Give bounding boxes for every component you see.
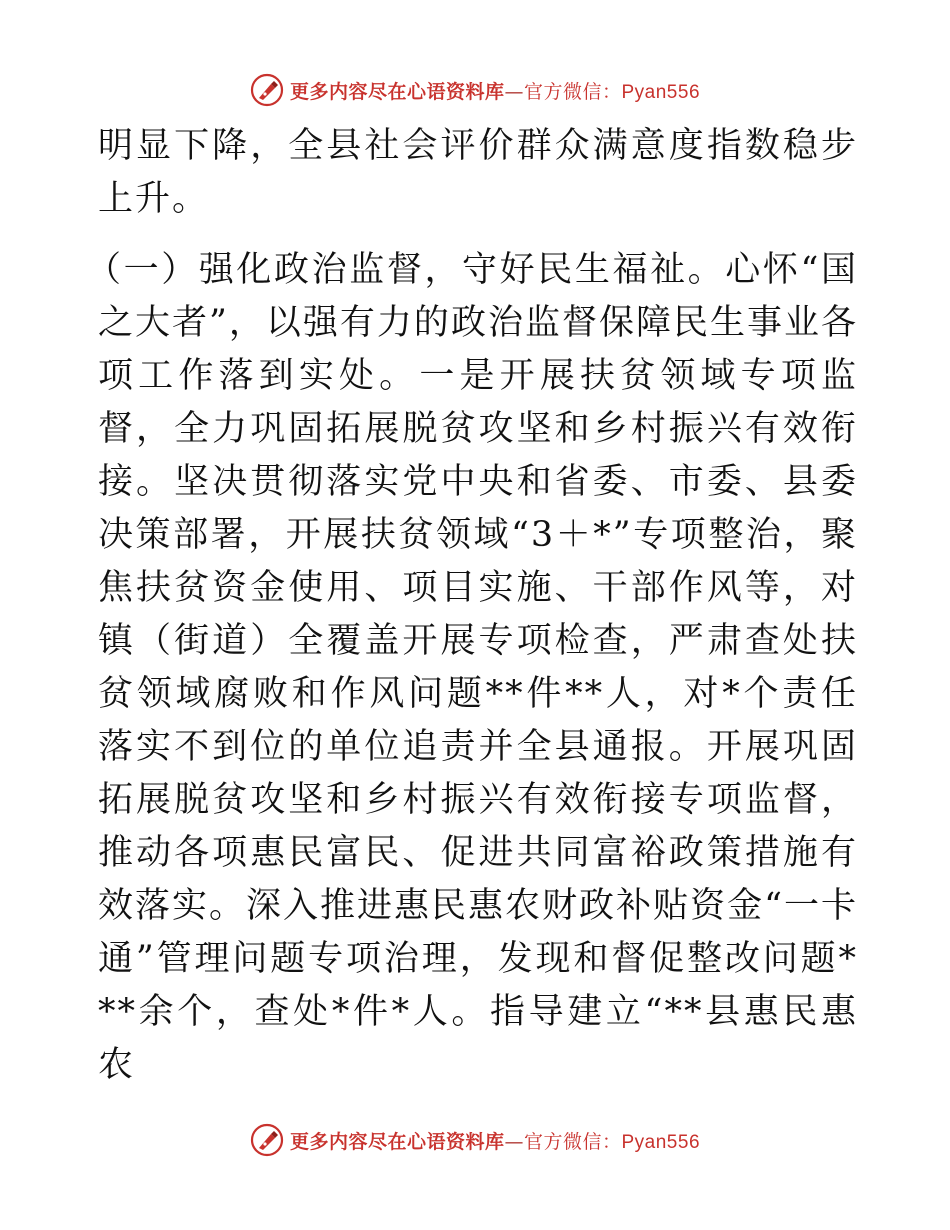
footer-account-label: 官方微信： [523,1130,622,1153]
footer-text [290,1127,700,1154]
header-account-id: Pyan556 [621,81,701,103]
header-text [290,77,700,104]
header-banner [0,70,950,110]
paragraph-2: （一）强化政治监督，守好民生福祉。心怀“国之大者”，以强有力的政治监督保障民生事业各项工作落到实处。一是开展扶贫领域专项监督，全力巩固拓展脱贫攻坚和乡村振兴有效衔接。坚决贯彻落实党中央和省委、市委、县委决策部署，开展扶贫领域“3＋*”专项整治，聚焦扶贫资金使用、项目实施、干部作风等，对镇（街道）全覆盖开展专项检查，严肃查处扶贫领域腐败和作风问题**件**人，对*个责任落实不到位的单位追责并全县通报。开展巩固拓展脱贫攻坚和乡村振兴有效衔接专项监督，推动各项惠民富民、促进共同富裕政策措施有效落实。深入推进惠民惠农财政补贴资金“一卡通”管理问题专项治理，发现和督促整改问题***余个，查处*件*人。指导建立“**县惠民惠农 [86,250,858,1085]
document-body [86,120,858,1092]
pen-nib-seal-icon [250,1123,284,1157]
paragraph-1: 明显下降，全县社会评价群众满意度指数稳步上升。 [98,126,858,219]
header-account-label: 官方微信： [523,80,622,103]
header-separator: — [504,80,524,103]
footer-separator: — [504,1130,524,1153]
footer-banner [0,1120,950,1160]
pen-nib-seal-icon [250,73,284,107]
footer-site-name: 更多内容尽在心语资料库 [289,1130,505,1153]
header-site-name: 更多内容尽在心语资料库 [289,80,505,103]
footer-account-id: Pyan556 [621,1131,701,1153]
